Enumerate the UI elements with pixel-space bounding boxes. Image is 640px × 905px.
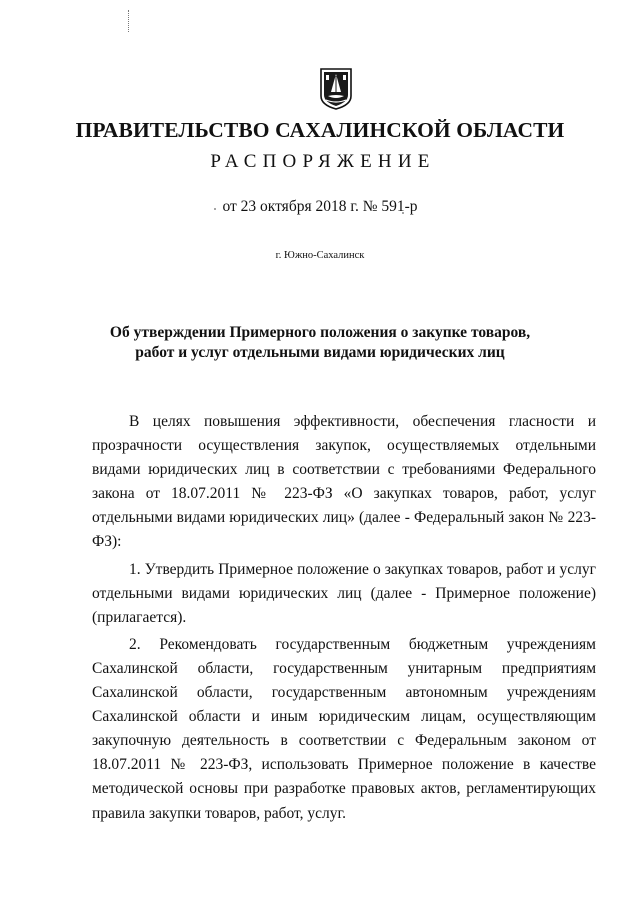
item-paragraph-1: 1. Утвердить Примерное положение о закупках товаров, работ и услуг отдельными видами юридических лиц (далее - Примерное положение) (прилагается).	[92, 560, 596, 626]
document-date-number: от 23 октября 2018 г. № 591-р	[222, 198, 418, 215]
scan-artifact	[128, 10, 133, 32]
subject-line: Об утверждении Примерного положения о закупке товаров,	[109, 324, 531, 341]
sakhalin-coat-of-arms-icon	[318, 66, 354, 110]
document-subject	[100, 323, 540, 363]
government-title: ПРАВИТЕЛЬСТВО САХАЛИНСКОЙ ОБЛАСТИ	[75, 118, 565, 142]
document-type: РАСПОРЯЖЕНИЕ	[210, 151, 436, 172]
subject-line: работ и услуг отдельными видами юридических лиц	[135, 344, 505, 361]
document-city: г. Южно-Сахалинск	[275, 250, 365, 261]
item-paragraph-2: 2. Рекомендовать государственным бюджетным учреждениям Сахалинской области, государственным унитарным предприятиям Сахалинской области, государственным автономным учреждениям Сахалинской области и иным юридическим лицам, осуществляющим закупочную деятельность в соответствии с Федеральным законом от 18.07.2011 № 223-ФЗ, использовать Примерное положение в качестве методической основы при разработке правовых актов, регламентирующих правила закупки товаров, работ, услуг.	[92, 635, 596, 822]
document-body	[92, 410, 596, 826]
preamble-paragraph: В целях повышения эффективности, обеспечения гласности и прозрачности осуществления закупок, осуществляемых отдельными видами юридических лиц в соответствии с требованиями Федерального закона от 18.07.2011 № 223-ФЗ «О закупках товаров, работ, услуг отдельными видами юридических лиц» (далее - Федеральный закон № 223-ФЗ):	[92, 413, 596, 551]
